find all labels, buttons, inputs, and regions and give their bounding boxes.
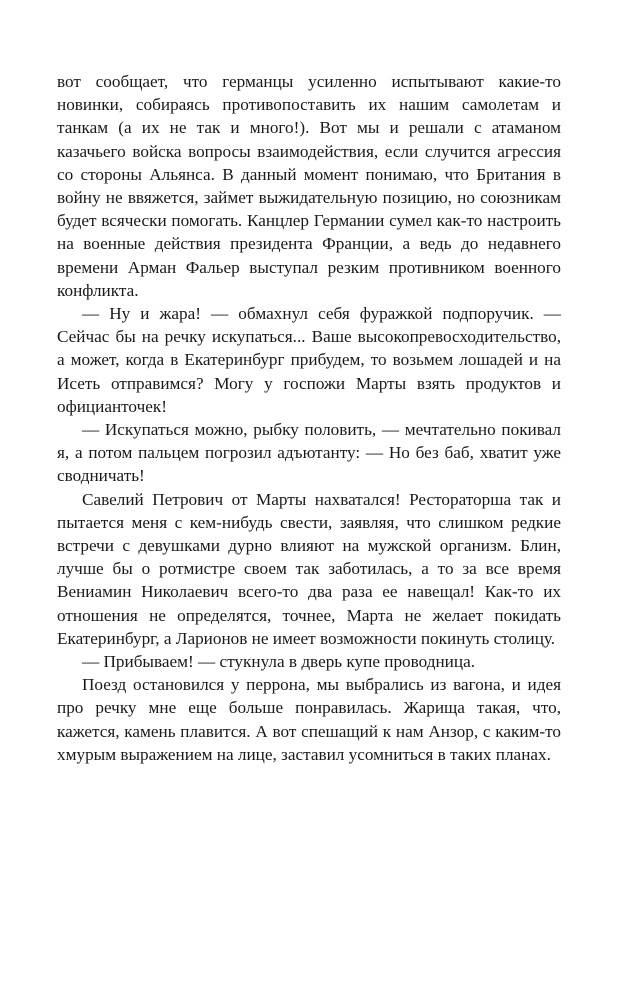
paragraph-station: Поезд остановился у перрона, мы выбрались из вагона, и идея про речку мне еще больше понравилась. Жарища такая, что, кажется, камень плавится. А вот спешащий к нам Анзор, с каким-то хмурым выражением на лице, заставил усомниться в таких планах.: [57, 675, 561, 764]
page-body-text: [57, 70, 561, 766]
paragraph-dialogue-swim: — Искупаться можно, рыбку половить, — мечтательно покивал я, а потом пальцем погрозил адъютанту: — Но без баб, хватит уже сводничать!: [57, 420, 561, 486]
paragraph-dialogue-heat: — Ну и жара! — обмахнул себя фуражкой подпоручик. — Сейчас бы на речку искупаться... Ваше высокопревосходительство, а может, когда в Екатеринбург прибудем, то возьмем лошадей и на Исеть отправимся? Могу у госпожи Марты взять продуктов и официанточек!: [57, 304, 561, 416]
paragraph-arrival: — Прибываем! — стукнула в дверь купе проводница.: [82, 652, 476, 672]
paragraph-continuation: вот сообщает, что германцы усиленно испытывают какие-то новинки, собираясь противопоставить их нашим самолетам и танкам (а их не так и много!). Вот мы и решали с атаманом казачьего войска вопросы взаимодействия, если случится агрессия со стороны Альянса. В данный момент понимаю, что Британия в войну не ввяжется, займет выжидательную позицию, но союзникам будет всячески помогать. Канцлер Германии сумел как-то настроить на военные действия президента Франции, а ведь до недавнего времени Арман Фальер выступал резким противником военного конфликта.: [57, 72, 561, 300]
paragraph-marta: Савелий Петрович от Марты нахватался! Рестораторша так и пытается меня с кем-нибудь свести, заявляя, что слишком редкие встречи с девушками дурно влияют на мужской организм. Блин, лучше бы о ротмистре своем так заботилась, а то за все время Вениамин Николаевич всего-то два раза ее навещал! Как-то их отношения не определятся, точнее, Марта не желает покидать Екатеринбург, а Ларионов не имеет возможности покинуть столицу.: [57, 489, 561, 648]
